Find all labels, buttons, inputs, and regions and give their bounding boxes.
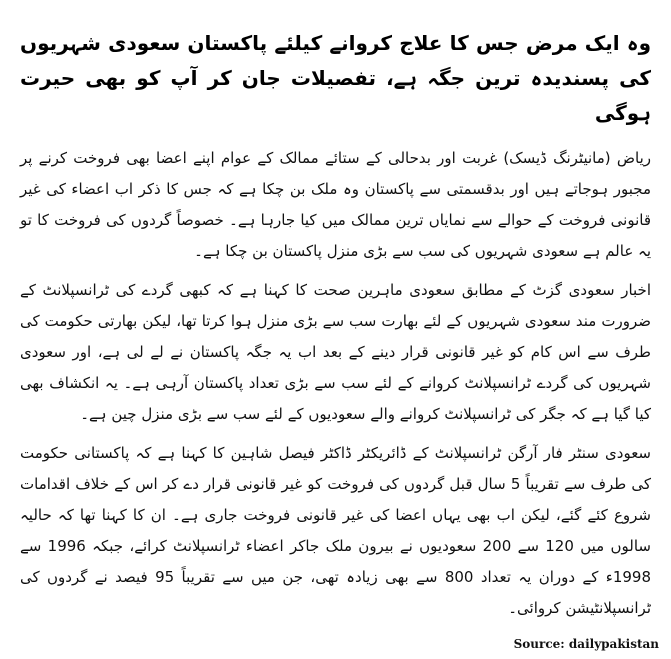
article-paragraph-3: سعودی سنٹر فار آرگن ٹرانسپلانٹ کے ڈائریکٹر ڈاکٹر فیصل شاہین کا کہنا ہے کہ پاکستانی حکومت کی طرف سے تقریباً 5 سال قبل گردوں کی فروخت کو غیر قانونی قرار دے کر اس کے خلاف اقدامات شروع کئے گئے، لیکن اب بھی یہاں اعضا کی غیر قانونی فروخت جاری ہے۔ ان کا کہنا تھا کہ حالیہ سالوں میں 120 سے 200 سعودیوں نے بیرون ملک جاکر اعضاء ٹرانسپلانٹ کرائے، جبکہ 1996 سے 1998ء کے دوران یہ تعداد 800 سے بھی زیادہ تھی، جن میں سے تقریباً 95 فیصد نے گردوں کی ٹرانسپلانٹیشن کروائی۔	[20, 444, 651, 617]
article-paragraph-2: اخبار سعودی گزٹ کے مطابق سعودی ماہرین صحت کا کہنا ہے کہ کبھی گردے کی ٹرانسپلانٹ کے ضرورت مند سعودی شہریوں کے لئے بھارت سب سے بڑی منزل ہوا کرتا تھا، لیکن بھارتی حکومت کی طرف سے اس کام کو غیر قانونی قرار دینے کے بعد اب یہ جگہ پاکستان نے لے لی ہے، اور سعودی شہریوں کی گردے ٹرانسپلانٹ کروانے کے لئے سب سے بڑی تعداد پاکستان آرہی ہے۔ یہ انکشاف بھی کیا گیا ہے کہ جگر کی ٹرانسپلانٹ کروانے والے سعودیوں کے لئے سب سے بڑی منزل چین ہے۔	[20, 281, 651, 423]
article-paragraph-1: ریاض (مانیٹرنگ ڈیسک) غربت اور بدحالی کے ستائے ممالک کے عوام اپنے اعضا بھی فروخت کرنے پر مجبور ہوجاتے ہیں اور بدقسمتی سے پاکستان وہ ملک بن چکا ہے کہ جس کا ذکر اب اعضاء کی غیر قانونی فروخت کے حوالے سے نمایاں ترین ممالک میں کیا جارہا ہے۔ خصوصاً گردوں کی فروخت کا تو یہ عالم ہے سعودی شہریوں کی سب سے بڑی منزل پاکستان بن چکا ہے۔	[20, 149, 651, 260]
article-headline: وہ ایک مرض جس کا علاج کروانے کیلئے پاکستان سعودی شہریوں کی پسندیدہ ترین جگہ ہے، تفصیلات جان کر آپ کو بھی حیرت ہوگی	[20, 31, 651, 125]
source-credit: Source: dailypakistan	[513, 637, 659, 651]
